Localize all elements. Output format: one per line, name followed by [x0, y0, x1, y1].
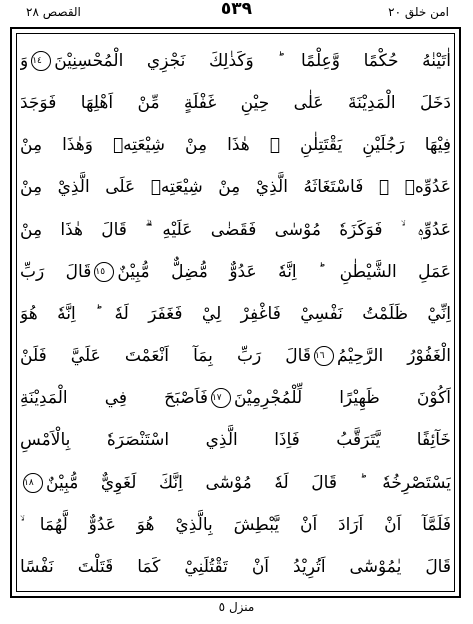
verse-text: خَآئِفًا يَّتَرَقَّبُ فَاِذَا الَّذِي اسْتَنْصَرَهٗ بِالْاَمْسِ [20, 430, 451, 451]
verse-text: فَلَمَّآ اَنْ اَرَادَ اَنْ يَّبْطِشَ بِالَّذِيْ هُوَ عَدُوٌّ لَّهُمَا ۙ [20, 514, 451, 535]
page-number: ٥٣٩ [220, 0, 253, 19]
text-line [20, 462, 451, 504]
text-line [20, 82, 451, 124]
text-line [20, 40, 451, 82]
text-line [20, 377, 451, 419]
verse-text: عَدُوِّهٖ ۙ فَوَكَزَهٗ مُوْسٰى فَقَضٰى عَلَيْهِ ۗ قَالَ هٰذَا مِنْ [20, 219, 451, 240]
verse-text-continued: قَالَ رَبِّ بِمَآ اَنْعَمْتَ عَلَيَّ فَلَنْ [20, 346, 311, 367]
surah-name-header: القصص ٢٨ [26, 5, 81, 19]
verse-text: اَكُوْنَ ظَهِيْرًا لِّلْمُجْرِمِيْنَ [233, 388, 451, 409]
text-line [20, 251, 451, 293]
ayah-number-marker: ١٨ [23, 473, 43, 493]
verse-text: الْغَفُوْرُ الرَّحِيْمُ [336, 346, 451, 367]
text-line [20, 124, 451, 166]
text-line [20, 546, 451, 588]
verse-text: يَسْتَصْرِخُهٗ ؕ قَالَ لَهٗ مُوْسٰٓى اِنَّكَ لَغَوِيٌّ مُّبِيْنٌ [46, 472, 451, 493]
verse-text: اِنِّيْ ظَلَمْتُ نَفْسِيْ فَاغْفِرْ لِيْ فَغَفَرَ لَهٗ ؕ اِنَّهٗ هُوَ [20, 303, 451, 324]
ayah-number-marker: ١٥ [94, 262, 114, 282]
verse-text: فِيْهَا رَجُلَيْنِ يَقْتَتِلٰنِ ۫ هٰذَا مِنْ شِيْعَتِهٖ وَهٰذَا مِنْ [20, 135, 451, 156]
verse-text: عَدُوِّهٖ ۚ فَاسْتَغَاثَهُ الَّذِيْ مِنْ شِيْعَتِهٖ عَلَى الَّذِيْ مِنْ [20, 177, 451, 198]
verse-text: عَمَلِ الشَّيْطٰنِ ؕ اِنَّهٗ عَدُوٌّ مُّضِلٌّ مُّبِيْنٌ [117, 261, 451, 282]
verse-text-continued: قَالَ رَبِّ [20, 261, 92, 282]
text-line [20, 504, 451, 546]
text-line [20, 419, 451, 461]
quran-text-body [20, 40, 451, 588]
text-line [20, 293, 451, 335]
verse-text-continued: فَاَصْبَحَ فِي الْمَدِيْنَةِ [20, 388, 208, 409]
ayah-number-marker: ١٦ [314, 346, 334, 366]
text-line [20, 209, 451, 251]
juz-name-header: امن خلق ٢٠ [388, 5, 449, 19]
verse-text: دَخَلَ الْمَدِيْنَةَ عَلٰى حِيْنِ غَفْلَةٍ مِّنْ اَهْلِهَا فَوَجَدَ [20, 93, 451, 114]
text-line [20, 166, 451, 208]
manzil-footer: منزل ٥ [218, 600, 255, 614]
ayah-number-marker: ١٤ [31, 51, 51, 71]
verse-text-continued: وَ [20, 51, 29, 71]
ayah-number-marker: ١٧ [211, 388, 231, 408]
verse-text: قَالَ يٰمُوْسٰٓى اَتُرِيْدُ اَنْ تَقْتُلَنِيْ كَمَا قَتَلْتَ نَفْسًا [20, 556, 451, 577]
verse-text: اٰتَيْنٰهُ حُكْمًا وَّعِلْمًا ؕ وَكَذٰلِكَ نَجْزِي الْمُحْسِنِيْنَ [54, 51, 451, 71]
text-line [20, 335, 451, 377]
